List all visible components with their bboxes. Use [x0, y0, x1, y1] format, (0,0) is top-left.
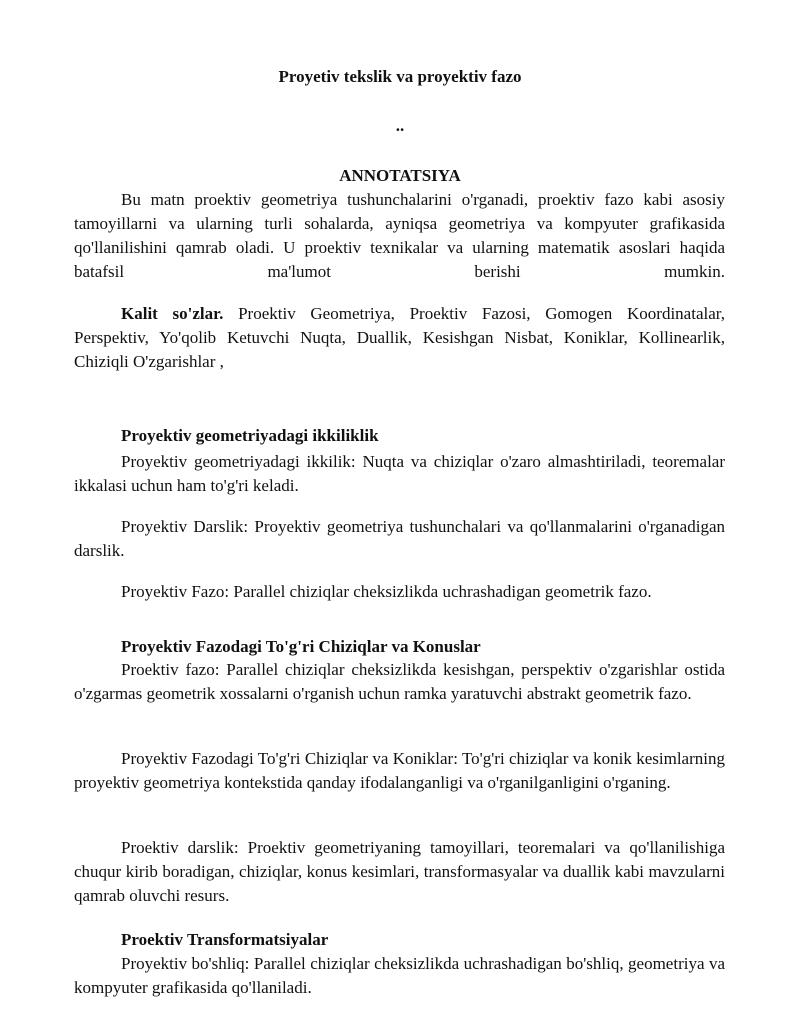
title-dots: ..	[395, 116, 405, 135]
paragraph-text: Proyektiv geometriyadagi ikkilik: Nuqta va chiziqlar o'zaro almashtiriladi, teoremalar ikkalasi uchun ham to'g'ri keladi.	[74, 452, 725, 495]
paragraph-text: Proektiv darslik: Proektiv geometriyaning tamoyillari, teoremalari va qo'llanilishiga chuqur kirib boradigan, chiziqlar, konus kesimlari, transformasyalar va duallik kabi mavzularni qamrab oluvchi resurs.	[74, 838, 725, 905]
paragraph-text: Proyektiv Fazodagi To'g'ri Chiziqlar va Koniklar: To'g'ri chiziqlar va konik kesimlarning proyektiv geometriya kontekstida qanday ifodalanganligi va o'rganilganligini o'rganing.	[74, 749, 725, 792]
paragraph	[74, 580, 725, 604]
section-heading-transformations: Proektiv Transformatsiyalar	[121, 930, 329, 949]
section-heading-lines-conics: Proyektiv Fazodagi To'g'ri Chiziqlar va Konuslar	[121, 637, 481, 656]
annotation-heading: ANNOTATSIYA	[339, 166, 461, 185]
annotation-text: Bu matn proektiv geometriya tushunchalarini o'rganadi, proektiv fazo kabi asosiy tamoyillarni va ularning turli sohalarda, ayniqsa geometriya va kompyuter grafikasida qo'llanilishini qamrab oladi. U proektiv texnikalar va ularning matematik asoslari haqida batafsil ma'lumot berishi mumkin.	[74, 190, 725, 281]
keywords-text: Proektiv Geometriya, Proektiv Fazosi, Gomogen Koordinatalar, Perspektiv, Yo'qolib Ketuvchi Nuqta, Duallik, Kesishgan Nisbat, Koniklar, Kollinearlik, Chiziqli O'zgarishlar ,	[74, 304, 725, 371]
keywords-label: Kalit so'zlar.	[121, 304, 224, 323]
section-heading-duality: Proyektiv geometriyadagi ikkiliklik	[121, 426, 379, 445]
document-title: Proyetiv tekslik va proyektiv fazo	[278, 67, 522, 86]
paragraph-text: Proyektiv bo'shliq: Parallel chiziqlar cheksizlikda uchrashadigan bo'shliq, geometriya va kompyuter grafikasida qo'llaniladi.	[74, 954, 725, 997]
paragraph	[74, 747, 725, 795]
paragraph-text: Proyektiv Fazo: Parallel chiziqlar cheksizlikda uchrashadigan geometrik fazo.	[121, 582, 652, 601]
paragraph	[74, 836, 725, 908]
annotation-paragraph	[74, 188, 725, 284]
paragraph	[74, 450, 725, 498]
paragraph	[74, 952, 725, 1000]
paragraph-text: Proektiv fazo: Parallel chiziqlar cheksizlikda kesishgan, perspektiv o'zgarishlar ostida o'zgarmas geometrik xossalarni o'rganish uchun ramka yaratuvchi abstrakt geometrik fazo.	[74, 660, 725, 703]
paragraph	[74, 515, 725, 563]
paragraph	[74, 658, 725, 706]
paragraph-text: Proyektiv Darslik: Proyektiv geometriya tushunchalari va qo'llanmalarini o'rganadigan darslik.	[74, 517, 725, 560]
keywords-paragraph	[74, 302, 725, 374]
